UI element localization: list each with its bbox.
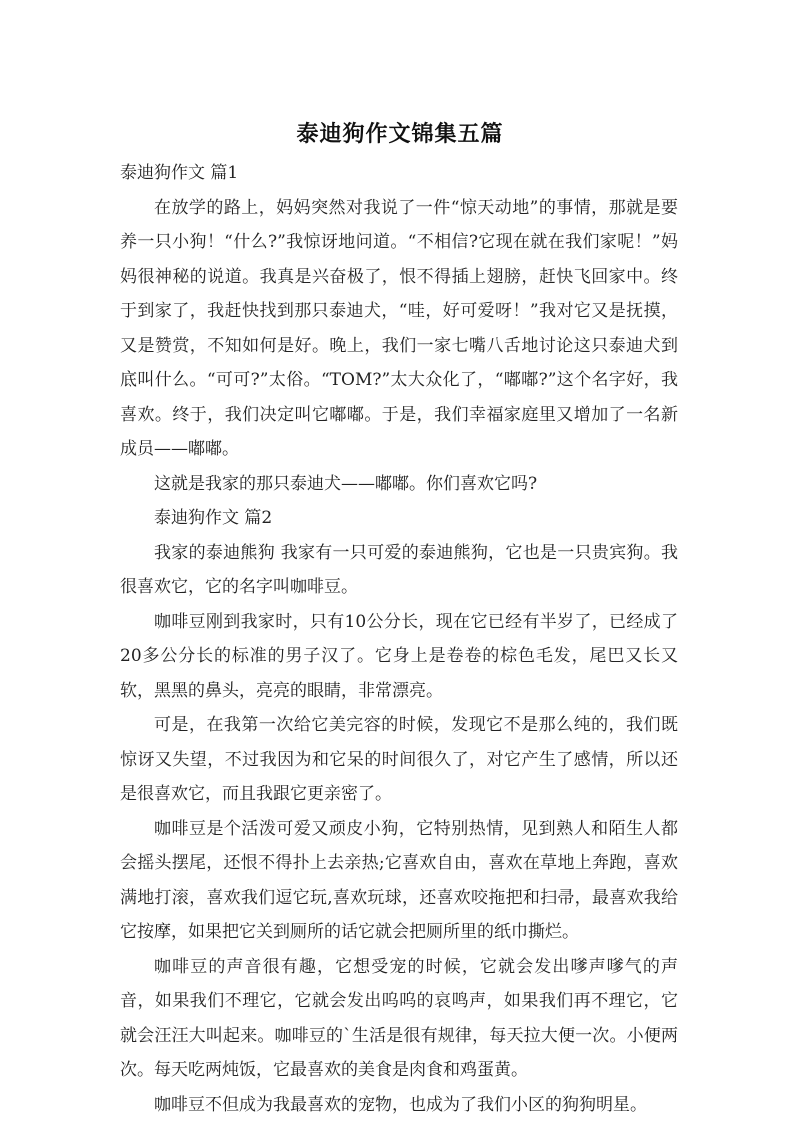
- document-title: 泰迪狗作文锦集五篇: [296, 122, 504, 147]
- section-heading-2: 泰迪狗作文 篇2: [154, 508, 273, 528]
- paragraph: 咖啡豆是个活泼可爱又顽皮小狗，它特别热情，见到熟人和陌生人都会摇头摆尾，还恨不得扑上去亲热;它喜欢自由，喜欢在草地上奔跑，喜欢满地打滚，喜欢我们逗它玩,喜欢玩球，还喜欢咬拖把和扫帚，最喜欢我给它按摩，如果把它关到厕所的话它就会把厕所里的纸巾撕烂。: [120, 818, 678, 942]
- paragraph: 咖啡豆刚到我家时，只有10公分长，现在它已经有半岁了，已经成了20多公分长的标准的男子汉了。它身上是卷卷的棕色毛发，尾巴又长又软，黑黑的鼻头，亮亮的眼睛，非常漂亮。: [120, 611, 678, 701]
- section-heading-1: 泰迪狗作文 篇1: [120, 163, 239, 183]
- paragraph: 在放学的路上，妈妈突然对我说了一件“惊天动地”的事情，那就是要养一只小狗！“什么?”我惊讶地问道。“不相信?它现在就在我们家呢！”妈妈很神秘的说道。我真是兴奋极了，恨不得插上翅膀，赶快飞回家中。终于到家了，我赶快找到那只泰迪犬，“哇，好可爱呀！”我对它又是抚摸，又是赞赏，不知如何是好。晚上，我们一家七嘴八舌地讨论这只泰迪犬到底叫什么。“可可?”太俗。“TOM?”太大众化了，“嘟嘟?”这个名字好，我喜欢。终于，我们决定叫它嘟嘟。于是，我们幸福家庭里又增加了一名新成员——嘟嘟。: [120, 197, 678, 459]
- paragraph: 咖啡豆的声音很有趣，它想受宠的时候，它就会发出嗲声嗲气的声音，如果我们不理它，它就会发出呜呜的哀鸣声，如果我们再不理它，它就会汪汪大叫起来。咖啡豆的`生活是很有规律，每天拉大便一次。小便两次。每天吃两炖饭，它最喜欢的美食是肉食和鸡蛋黄。: [120, 956, 678, 1080]
- paragraph: 可是，在我第一次给它美完容的时候，发现它不是那么纯的，我们既惊讶又失望，不过我因为和它呆的时间很久了，对它产生了感情，所以还是很喜欢它，而且我跟它更亲密了。: [120, 715, 678, 804]
- paragraph: 这就是我家的那只泰迪犬——嘟嘟。你们喜欢它吗?: [154, 473, 538, 494]
- paragraph: 咖啡豆不但成为我最喜欢的宠物，也成为了我们小区的狗狗明星。: [154, 1094, 647, 1115]
- paragraph: 我家的泰迪熊狗 我家有一只可爱的泰迪熊狗，它也是一只贵宾狗。我很喜欢它，它的名字叫咖啡豆。: [120, 542, 678, 597]
- document-body: [120, 156, 678, 1122]
